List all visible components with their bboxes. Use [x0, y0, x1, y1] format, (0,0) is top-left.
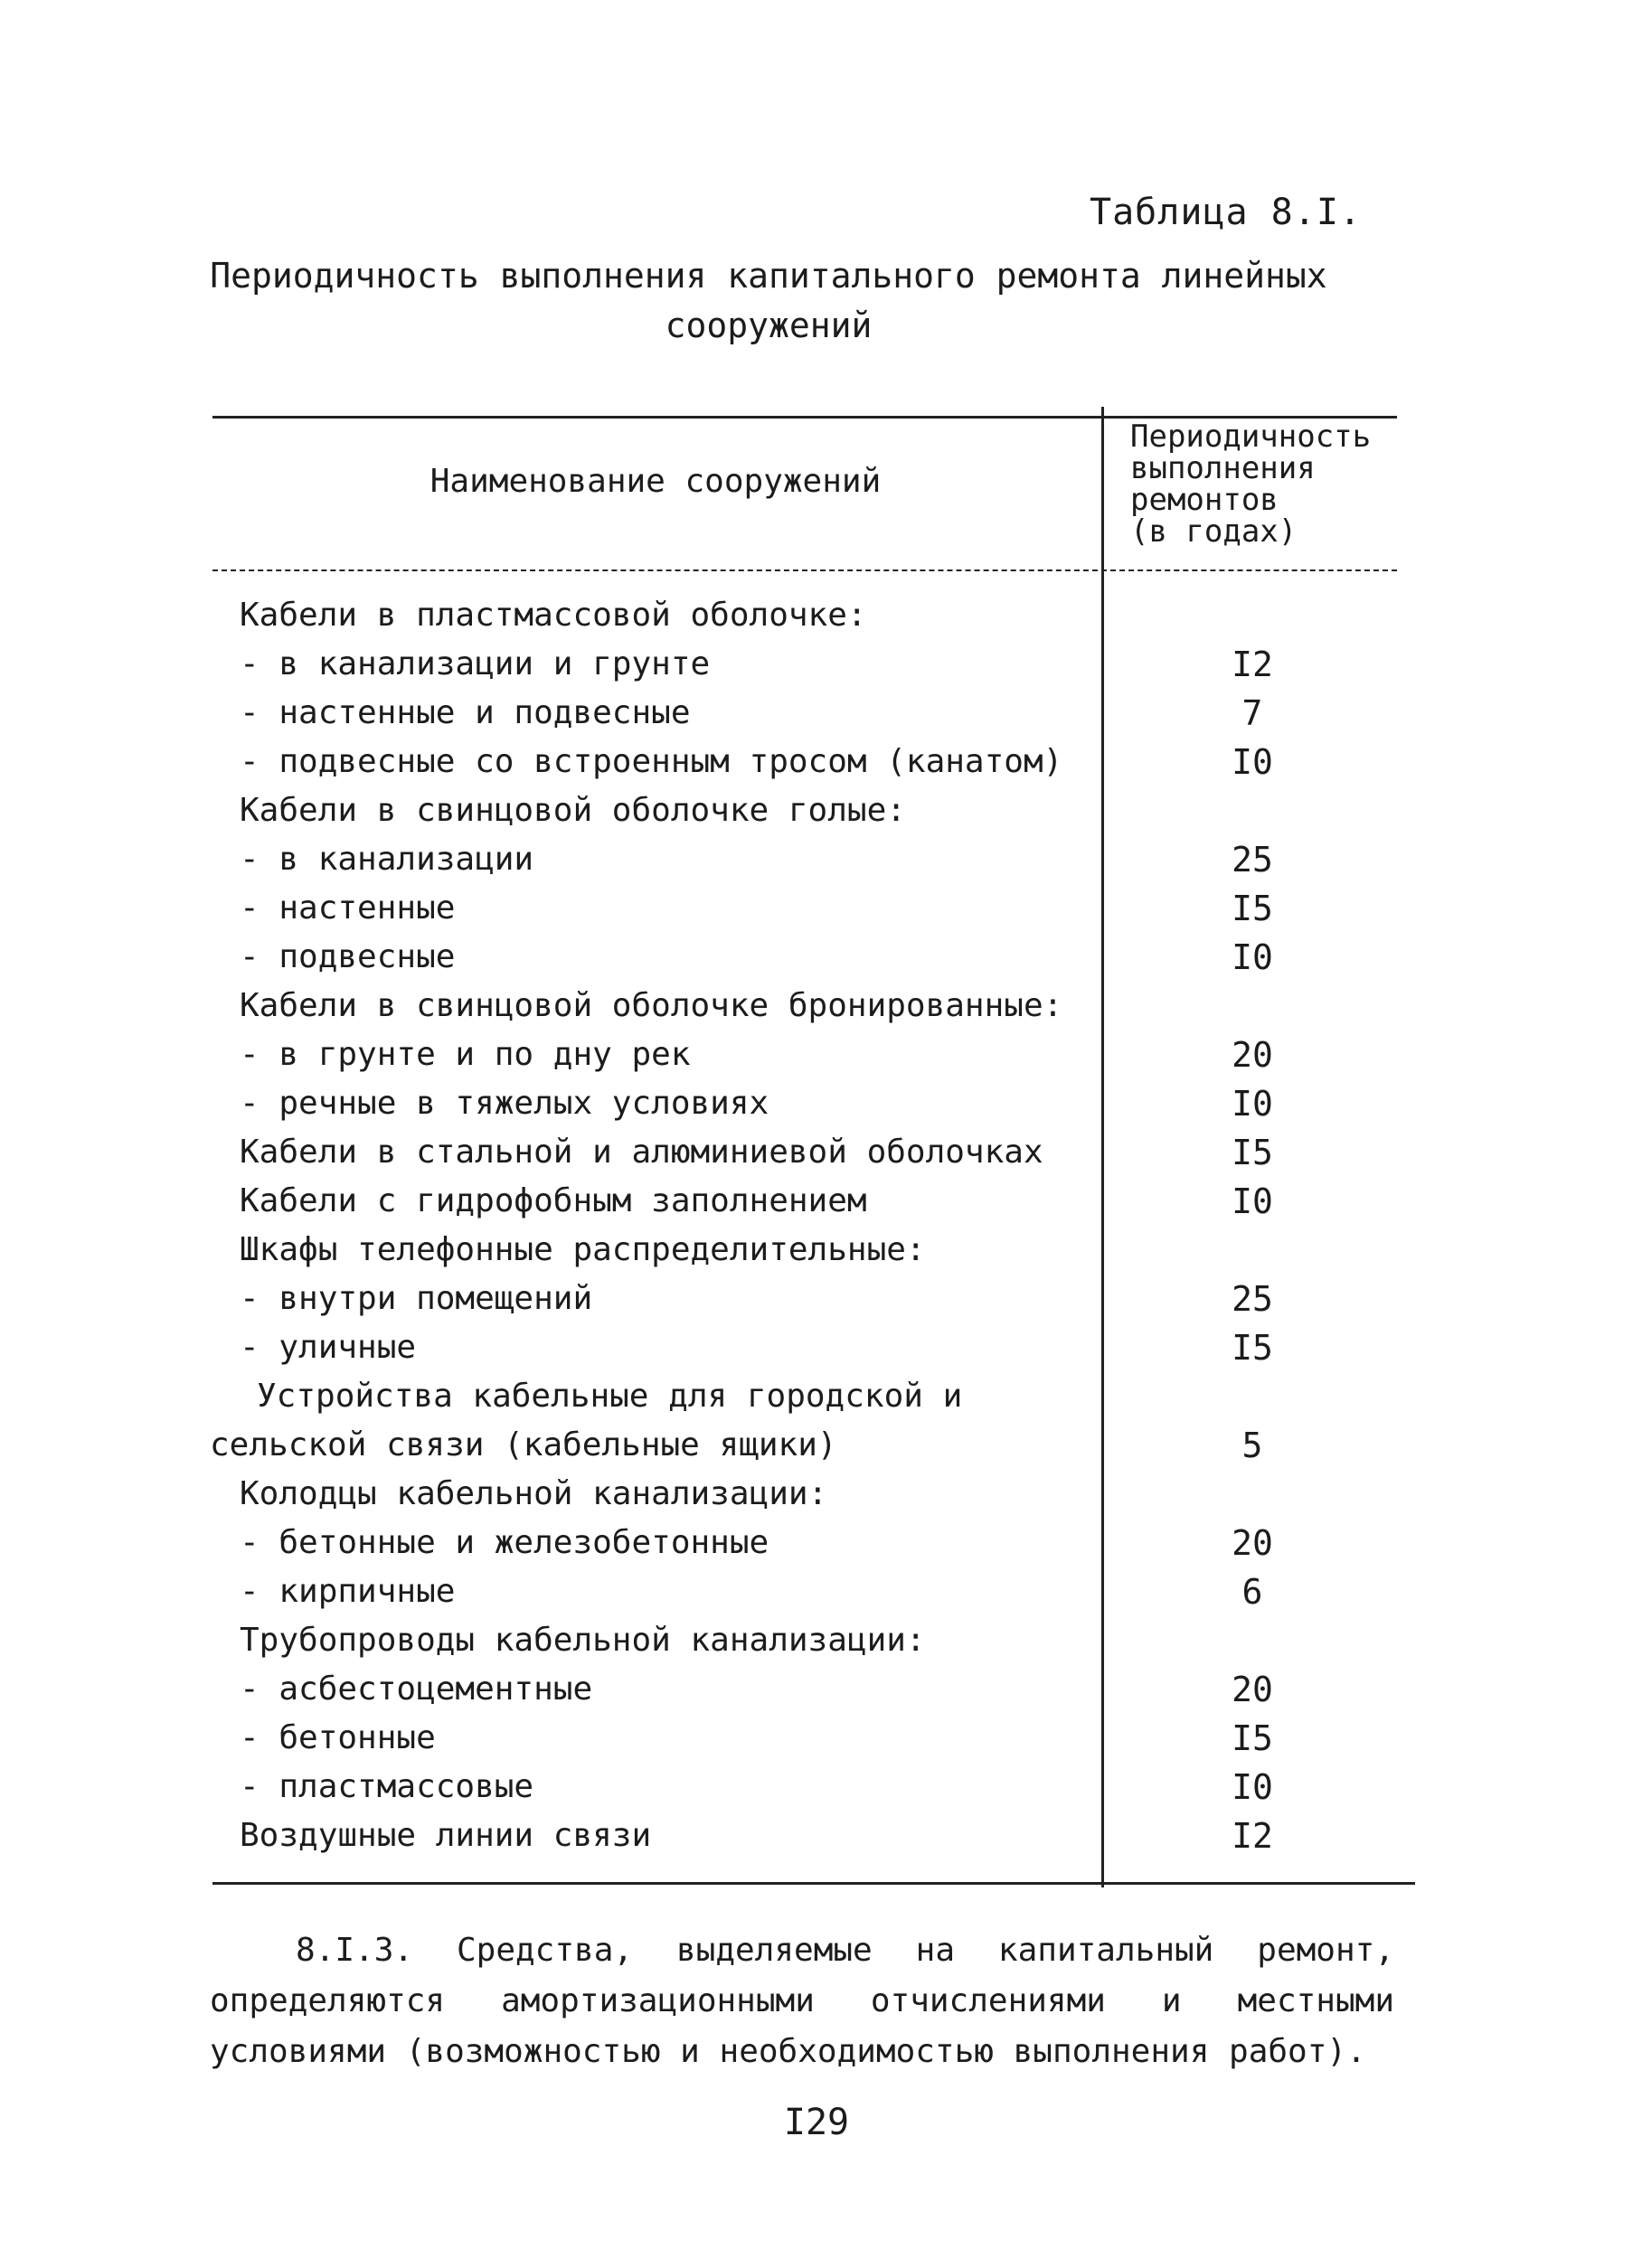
row-name: - внутри помещений	[240, 1280, 593, 1317]
table-row	[0, 1030, 1633, 1079]
row-name: Шкафы телефонные распределительные:	[240, 1231, 926, 1268]
column-header-period: Периодичность выполнения ремонтов (в годах)	[1130, 419, 1372, 550]
row-name: - бетонные и железобетонные	[240, 1524, 769, 1561]
table-row	[0, 1177, 1633, 1226]
row-value: I5	[1232, 889, 1273, 928]
table-row	[0, 1470, 1633, 1519]
table-row	[0, 1275, 1633, 1323]
column-header-name: Наименование сооружений	[429, 463, 882, 500]
row-value: I0	[1232, 742, 1273, 782]
row-name: - асбестоцементные	[240, 1670, 593, 1708]
row-name: - настенные и подвесные	[240, 694, 691, 731]
row-name: Трубопроводы кабельной канализации:	[240, 1622, 926, 1659]
row-value: 20	[1232, 1523, 1273, 1563]
row-value: I0	[1232, 937, 1273, 977]
body-paragraph: 8.I.3. Средства, выделяемые на капитальный ремонт, определяются амортизационными отчислениями и местными условиями (возможностью и необходимостью выполнения работ).	[210, 1932, 1394, 2070]
row-name: Кабели с гидрофобным заполнением	[240, 1182, 867, 1219]
table-header-rule	[212, 569, 1397, 571]
table-row	[0, 640, 1633, 689]
row-value: 7	[1241, 693, 1263, 733]
table-row	[0, 591, 1633, 640]
row-name: - в канализации	[240, 841, 534, 878]
table-row	[0, 835, 1633, 884]
table-row	[0, 1372, 1633, 1470]
table-row	[0, 1079, 1633, 1128]
row-value: I5	[1232, 1328, 1273, 1368]
row-name: - подвесные со встроенным тросом (канатом)	[240, 743, 1063, 780]
table-row	[0, 933, 1633, 982]
row-name: - кирпичные	[240, 1573, 456, 1610]
table-row	[0, 1567, 1633, 1616]
table-row	[0, 1665, 1633, 1714]
row-name: - речные в тяжелых условиях	[240, 1085, 769, 1122]
row-name: - настенные	[240, 889, 456, 927]
row-name: Воздушные линии связи	[240, 1817, 652, 1854]
row-name: - в канализации и грунте	[240, 645, 711, 682]
table-row	[0, 1763, 1633, 1812]
table-row	[0, 1519, 1633, 1567]
row-value: 5	[1241, 1426, 1263, 1465]
row-name: Устройства кабельные для городской и сельской связи (кабельные ящики)	[210, 1378, 963, 1463]
table-row	[0, 738, 1633, 786]
row-value: 20	[1232, 1035, 1273, 1075]
table-row	[0, 786, 1633, 835]
row-name: - бетонные	[240, 1719, 436, 1756]
table-row	[0, 1616, 1633, 1665]
row-value: I0	[1232, 1181, 1273, 1221]
table-row	[0, 689, 1633, 738]
row-value: I0	[1232, 1767, 1273, 1807]
row-name: - в грунте и по дну рек	[240, 1036, 691, 1073]
table-bottom-rule	[212, 1882, 1415, 1885]
row-value: I2	[1232, 1816, 1273, 1856]
row-value: I2	[1232, 645, 1273, 684]
row-value: 25	[1232, 840, 1273, 880]
row-name: Кабели в стальной и алюминиевой оболочках	[240, 1134, 1043, 1171]
row-value: I5	[1232, 1718, 1273, 1758]
row-name: Колодцы кабельной канализации:	[240, 1475, 828, 1512]
row-name: Кабели в свинцовой оболочке голые:	[240, 792, 906, 829]
table-row	[0, 982, 1633, 1030]
row-name: - уличные	[240, 1329, 417, 1366]
table-row	[0, 1812, 1633, 1860]
row-value: 20	[1232, 1670, 1273, 1709]
table-row	[0, 1714, 1633, 1763]
table-title: Периодичность выполнения капитального ремонта линейных сооружений	[210, 256, 1327, 345]
row-value: 6	[1241, 1572, 1263, 1612]
row-value: I0	[1232, 1084, 1273, 1124]
row-name: - пластмассовые	[240, 1768, 534, 1805]
table-row	[0, 1323, 1633, 1372]
row-value: 25	[1232, 1279, 1273, 1319]
table-number: Таблица 8.I.	[1090, 192, 1362, 233]
row-name: Кабели в свинцовой оболочке бронированные:	[240, 987, 1063, 1024]
table-row	[0, 1226, 1633, 1275]
row-name: Кабели в пластмассовой оболочке:	[240, 597, 867, 634]
row-name: - подвесные	[240, 938, 456, 975]
table-row	[0, 1128, 1633, 1177]
row-value: I5	[1232, 1133, 1273, 1172]
table-body	[0, 591, 1633, 1860]
page-number: I29	[783, 2102, 850, 2143]
table-row	[0, 884, 1633, 933]
